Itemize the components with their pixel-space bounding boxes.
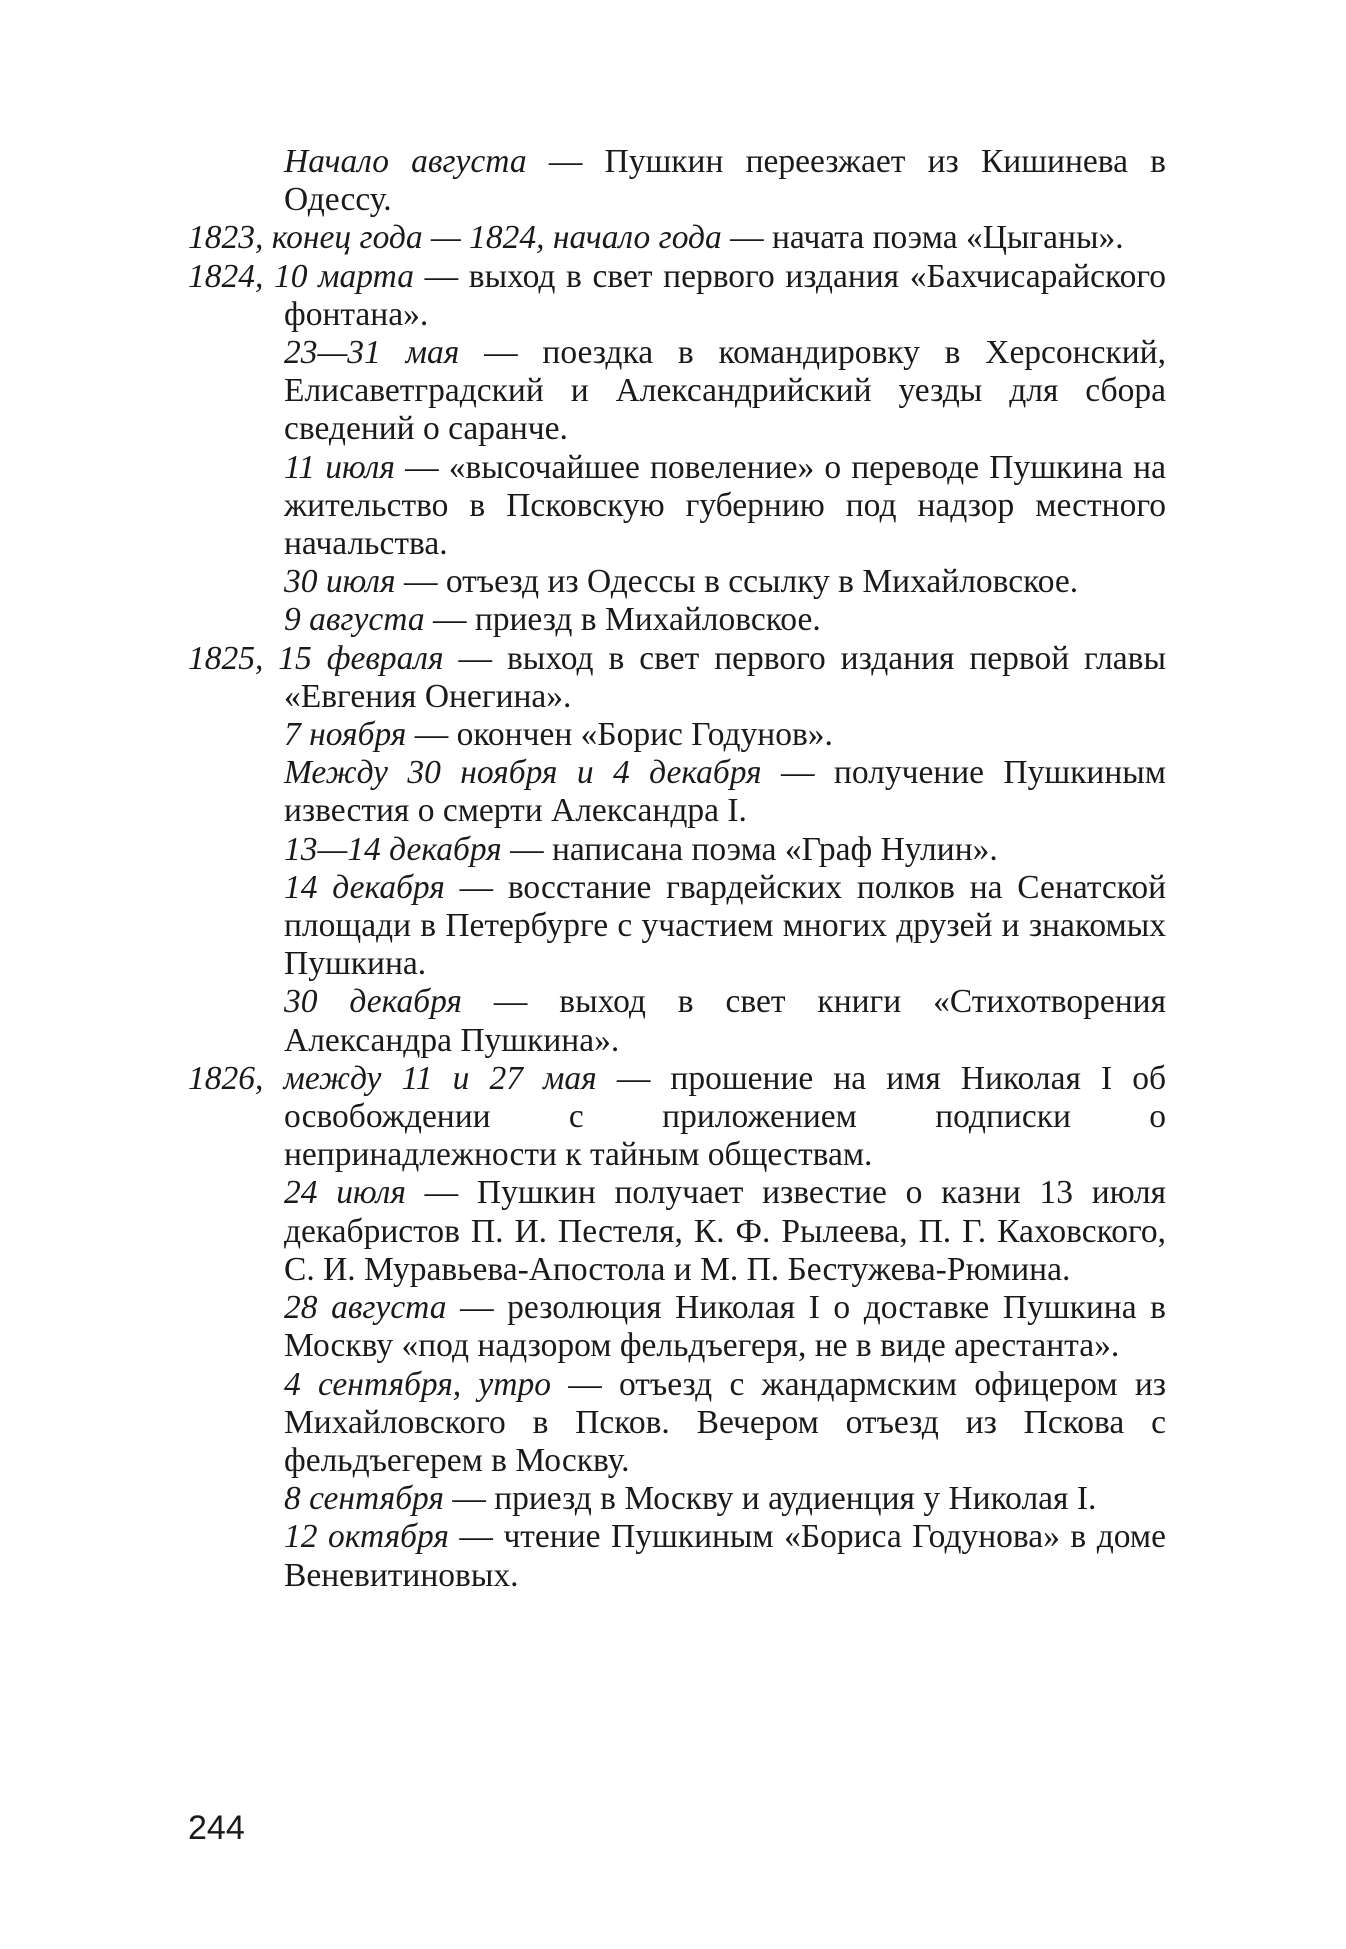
entry-text: — начата поэма «Цыганы». (721, 219, 1124, 257)
entry-date: 4 сентября, утро (284, 1365, 551, 1403)
page-number: 244 (188, 1809, 245, 1847)
chronology-entry (188, 831, 1166, 869)
entry-text: — прошение на имя Николая I об освобождении с приложением подписки о непринадлежности к тайным обществам. (284, 1059, 1166, 1174)
entry-text: — «высочайшее повеление» о переводе Пушкина на жительство в Псковскую губернию под надзор местного начальства. (284, 448, 1166, 563)
entry-date: 8 сентября (284, 1480, 444, 1518)
entry-text: — выход в свет книги «Стихотворения Александра Пушкина». (284, 983, 1166, 1059)
entry-text: — поездка в командировку в Херсонский, Елисаветградский и Александрийский уезды для сбора сведений о саранче. (284, 334, 1166, 448)
chronology-entry (188, 143, 1166, 219)
entry-date: 30 июля (284, 563, 396, 601)
entry-text: — выход в свет первого издания «Бахчисарайского фонтана». (284, 257, 1166, 333)
entry-text: — приезд в Михайловское. (424, 601, 821, 639)
entry-text: — Пушкин получает известие о казни 13 июля декабристов П. И. Пестеля, К. Ф. Рылеева, П. Г. Каховского, С. И. Муравьева-Апостола и М. П. Бестужева-Рюмина. (284, 1174, 1166, 1288)
entry-date: 1824, 10 марта (188, 257, 414, 295)
chronology-entry (188, 1518, 1166, 1594)
entry-date: 23—31 мая (284, 334, 460, 372)
entry-text: — отъезд с жандармским офицером из Михайловского в Псков. Вечером отъезд из Пскова с фельдъегерем в Москву. (284, 1365, 1167, 1479)
entry-date: 28 августа (284, 1289, 447, 1327)
entry-text: — Пушкин переезжает из Кишинева в Одессу. (284, 143, 1166, 219)
chronology-entry (188, 219, 1166, 257)
entry-date: 1826, между 11 и 27 мая (188, 1059, 597, 1097)
entry-date: 1823, конец года — 1824, начало года (188, 219, 722, 257)
entry-text: — выход в свет первого издания первой главы «Евгения Онегина». (284, 639, 1167, 715)
entry-text: — окончен «Борис Годунов». (406, 716, 833, 754)
chronology-entry (188, 983, 1166, 1059)
chronology-entry (188, 754, 1166, 830)
chronology-entry (188, 716, 1166, 754)
entry-text: — восстание гвардейских полков на Сенатской площади в Петербурге с участием многих друзей и знакомых Пушкина. (284, 868, 1167, 983)
entry-text: — чтение Пушкиным «Бориса Годунова» в доме Веневитиновых. (284, 1518, 1166, 1594)
chronology-entry (188, 869, 1166, 984)
chronology-entry (188, 1060, 1166, 1175)
entry-date: 12 октября (284, 1518, 449, 1556)
entry-date: 9 августа (284, 601, 425, 639)
entry-text: — приезд в Москву и аудиенция у Николая I. (443, 1480, 1097, 1518)
chronology-entry (188, 1289, 1166, 1365)
chronology-entry (188, 334, 1166, 449)
entry-date: 11 июля (284, 448, 395, 486)
entry-text: — отъезд из Одессы в ссылку в Михайловское. (395, 563, 1079, 601)
entry-date: 14 декабря (284, 868, 445, 906)
chronology-entry (188, 640, 1166, 716)
entry-text: — резолюция Николая I о доставке Пушкина в Москву «под надзором фельдъегеря, не в виде арестанта». (284, 1289, 1166, 1365)
entry-date: 13—14 декабря (284, 830, 502, 868)
entry-date: Начало августа (284, 143, 527, 180)
entry-text: — написана поэма «Граф Нулин». (501, 830, 998, 868)
chronology-entry (188, 563, 1166, 601)
chronology-entry (188, 258, 1166, 334)
entry-date: Между 30 ноября и 4 декабря (284, 754, 762, 792)
chronology-entry (188, 449, 1166, 564)
chronology-list (188, 143, 1166, 1595)
entry-date: 1825, 15 февраля (188, 639, 444, 677)
entry-date: 7 ноября (284, 716, 407, 754)
entry-date: 24 июля (284, 1174, 406, 1212)
entry-date: 30 декабря (284, 983, 462, 1021)
chronology-entry (188, 601, 1166, 639)
entry-text: — получение Пушкиным известия о смерти Александра I. (284, 754, 1166, 830)
chronology-entry (188, 1480, 1166, 1518)
chronology-entry (188, 1366, 1166, 1481)
chronology-entry (188, 1174, 1166, 1289)
